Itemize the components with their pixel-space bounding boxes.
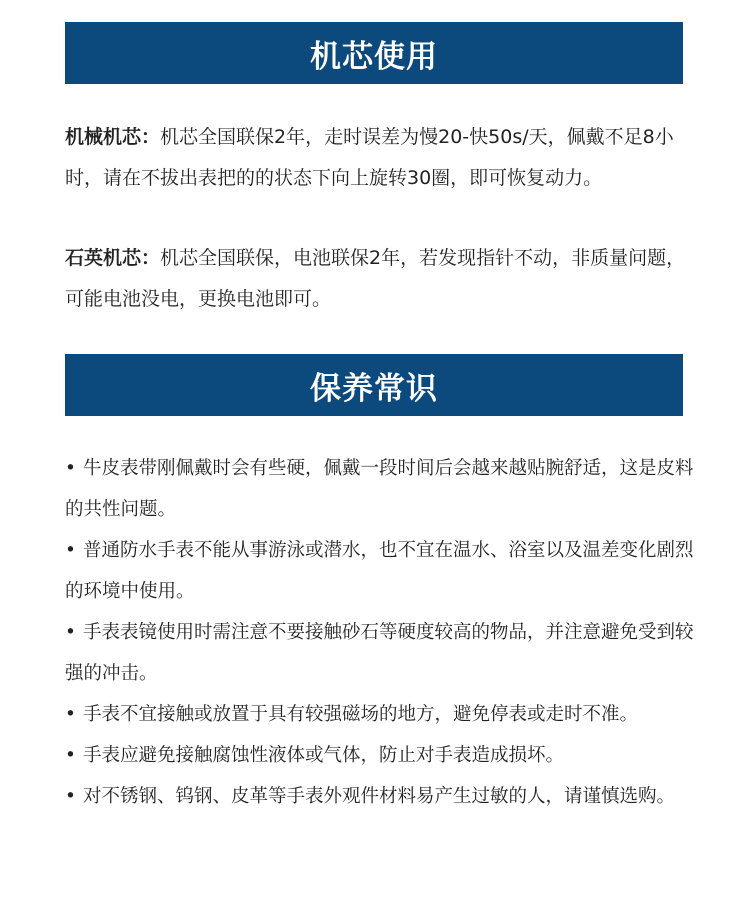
list-item-text: 手表表镜使用时需注意不要接触砂石等硬度较高的物品，并注意避免受到较强的冲击。 — [65, 622, 694, 684]
quartz-movement-label: 石英机芯： — [65, 247, 161, 269]
mechanical-movement-text: 机芯全国联保2年，走时误差为慢20-快50s/天，佩戴不足8小时，请在不拔出表把的的状态下向上旋转30圈，即可恢复动力。 — [65, 126, 674, 189]
bullet-icon: • — [65, 458, 76, 479]
list-item — [65, 694, 700, 735]
list-item-text: 手表不宜接触或放置于具有较强磁场的地方，避免停表或走时不准。 — [83, 704, 639, 725]
care-tips-list — [65, 448, 700, 817]
mechanical-movement-paragraph — [65, 117, 690, 199]
quartz-movement-text: 机芯全国联保，电池联保2年，若发现指针不动，非质量问题，可能电池没电，更换电池即可。 — [65, 247, 686, 310]
section-title-care-tips — [65, 354, 683, 416]
bullet-icon: • — [65, 745, 76, 766]
bullet-icon: • — [65, 540, 76, 561]
list-item — [65, 612, 700, 694]
mechanical-movement-label: 机械机芯： — [65, 126, 161, 148]
list-item — [65, 448, 700, 530]
list-item — [65, 530, 700, 612]
bullet-icon: • — [65, 786, 76, 807]
bullet-icon: • — [65, 704, 76, 725]
list-item-text: 牛皮表带刚佩戴时会有些硬，佩戴一段时间后会越来越贴腕舒适，这是皮料的共性问题。 — [65, 458, 694, 520]
list-item — [65, 776, 700, 817]
list-item-text: 对不锈钢、钨钢、皮革等手表外观件材料易产生过敏的人，请谨慎选购。 — [83, 786, 676, 807]
list-item-text: 手表应避免接触腐蚀性液体或气体，防止对手表造成损坏。 — [83, 745, 565, 766]
section-title-text: 机芯使用 — [310, 38, 438, 75]
quartz-movement-paragraph — [65, 238, 690, 320]
list-item — [65, 735, 700, 776]
section-title-movement-usage — [65, 22, 683, 84]
section-title-text: 保养常识 — [310, 370, 438, 407]
list-item-text: 普通防水手表不能从事游泳或潜水，也不宜在温水、浴室以及温差变化剧烈的环境中使用。 — [65, 540, 694, 602]
bullet-icon: • — [65, 622, 76, 643]
